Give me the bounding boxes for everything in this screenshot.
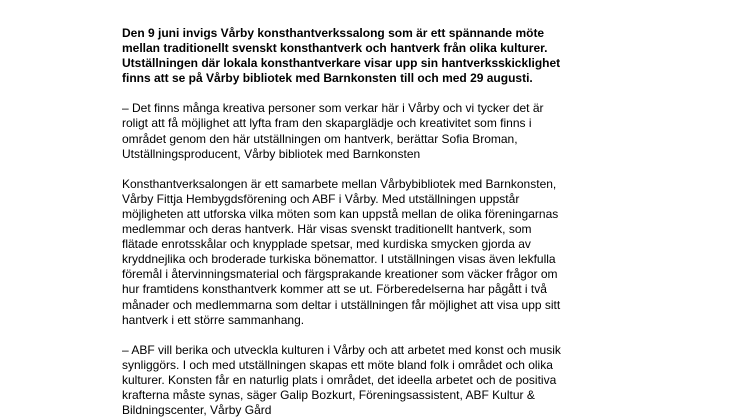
body-line: föremål i återvinningsmaterial och färgsprakande kreationer som väcker frågor om (122, 267, 558, 282)
quote-line: roligt att få möjlighet att lyfta fram den skaparglädje och kreativitet som finns i (122, 116, 532, 131)
body-line: hur framtidens konsthantverk kommer att se ut. Förberedelserna har pågått i två (122, 282, 547, 297)
quote-line: kulturer. Konsten får en naturlig plats i området, det ideella arbetet och de positiva (122, 372, 557, 387)
body-line: Konsthantverksalongen är ett samarbete mellan Vårbybibliotek med Barnkonsten, (122, 176, 557, 191)
body-line: möjligheten att utforska vilka möten som kan uppstå mellan de olika föreningarnas (122, 206, 559, 221)
body-line: kryddnejlika och broderade turkiska bönemattor. I utställningen visas även lekfulla (122, 252, 556, 267)
quote-line: synliggörs. I och med utställningen skapas ett möte bland folk i området och olika (122, 357, 553, 372)
lead-line: finns att se på Vårby bibliotek med Barnkonsten till och med 29 augusti. (122, 71, 533, 86)
body-line: medlemmar och deras hantverk. Här visas svenskt traditionellt hantverk, som (122, 222, 532, 237)
quote-line: området genom den här utställningen om hantverk, berättar Sofia Broman, (122, 131, 518, 146)
document-content (122, 26, 622, 419)
quote-line: krafterna måste synas, säger Galip Bozkurt, Föreningsassistent, ABF Kultur & (122, 387, 535, 402)
lead-line: Den 9 juni invigs Vårby konsthantverkssalong som är ett spännande möte (122, 26, 545, 40)
quote-paragraph-sofia (122, 101, 622, 161)
quote-line: – ABF vill berika och utveckla kulturen i Vårby och att arbetet med konst och musik (122, 342, 561, 357)
body-line: Vårby Fittja Hembygdsförening och ABF i Vårby. Med utställningen uppstår (122, 191, 520, 206)
quote-line: Bildningscenter, Vårby Gård (122, 403, 272, 418)
body-line: månader och medlemmarna som deltar i utställningen får möjlighet att visa upp sitt (122, 297, 561, 312)
lead-line: Utställningen där lokala konsthantverkare visar upp sin hantverksskicklighet (122, 56, 561, 71)
body-paragraph (122, 177, 622, 328)
lead-line: mellan traditionellt svenskt konsthantverk och hantverk från olika kulturer. (122, 41, 548, 56)
quote-paragraph-galip (122, 343, 622, 418)
lead-paragraph (122, 26, 622, 86)
quote-line: Utställningsproducent, Vårby bibliotek med Barnkonsten (122, 146, 421, 161)
body-line: hantverk i ett större sammanhang. (122, 312, 305, 327)
quote-line: – Det finns många kreativa personer som verkar här i Vårby och vi tycker det är (122, 101, 544, 116)
body-line: flätade enrotsskålar och knypplade spetsar, med kurdiska smycken gjorda av (122, 237, 531, 252)
